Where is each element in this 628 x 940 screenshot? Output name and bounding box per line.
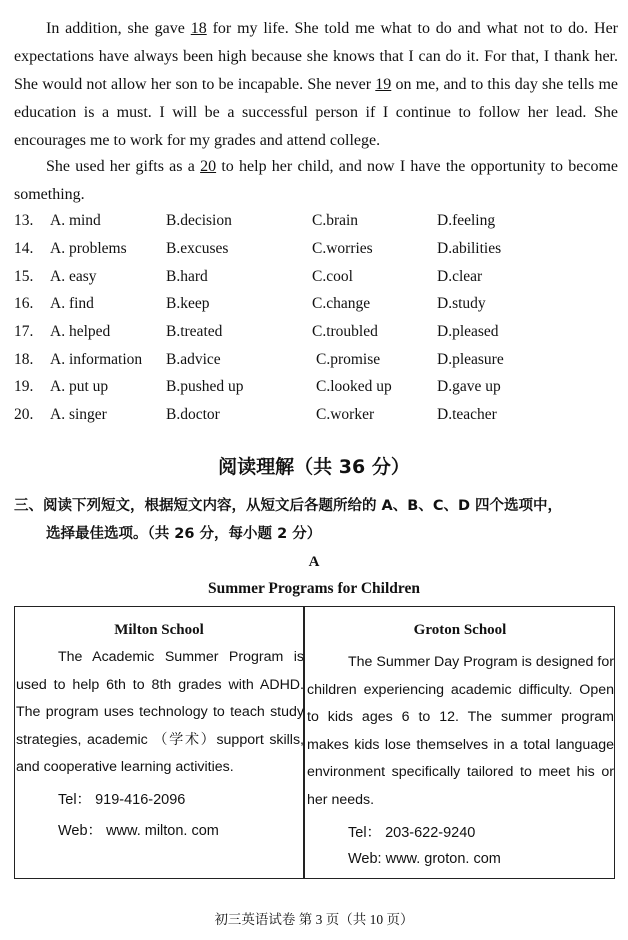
option-a: A. singer (50, 406, 107, 423)
milton-web: Web： www. milton. com (58, 823, 219, 839)
option-c: C.worries (312, 240, 373, 257)
option-d: D.pleasure (437, 351, 504, 368)
blank-18: 18 (190, 20, 207, 37)
option-d: D.teacher (437, 406, 497, 423)
option-b: B.advice (166, 351, 221, 368)
page-footer: 初三英语试卷 第 3 页（共 10 页） (214, 912, 414, 927)
milton-school-name: Milton School (114, 622, 204, 638)
option-b: B.excuses (166, 240, 229, 257)
option-b: B.keep (166, 295, 210, 312)
option-a: A. problems (50, 240, 127, 257)
article-title: Summer Programs for Children (208, 580, 420, 597)
option-c: C.troubled (312, 323, 378, 340)
option-d: D.pleased (437, 323, 499, 340)
option-b: B.decision (166, 212, 232, 229)
section-instruction-line-1: 三、阅读下列短文，根据短文内容，从短文后各题所给的 A、B、C、D 四个选项中， (14, 498, 563, 514)
passage-paragraph-1 (14, 15, 618, 155)
option-d: D.abilities (437, 240, 502, 257)
passage-text: on me, and to this day she tells me education is a must. I will be a successful person if I continue to follow her lead. She encourages me to work for my grades and attend college. (14, 76, 618, 149)
section-instruction-line-2: 选择最佳选项。（共 26 分，每小题 2 分） (46, 526, 322, 542)
option-b: B.pushed up (166, 378, 244, 395)
option-a: A. find (50, 295, 94, 312)
question-number: 13. (14, 212, 34, 229)
option-c: C.worker (316, 406, 375, 423)
option-d: D.clear (437, 268, 483, 285)
option-a: A. helped (50, 323, 111, 340)
question-number: 15. (14, 268, 34, 285)
blank-20: 20 (200, 158, 217, 175)
option-a: A. easy (50, 268, 97, 285)
section-title: 阅读理解（共 36 分） (218, 456, 410, 478)
passage-paragraph-2 (14, 153, 618, 209)
option-c: C.change (312, 295, 371, 312)
milton-description: The Academic Summer Program is used to help 6th to 8th grades with ADHD. The program uses technology to teach study strategies, academic （学术）support skills, and cooperative learning activities. (16, 649, 304, 775)
option-c: C.looked up (316, 378, 392, 395)
passage-text: She used her gifts as a (46, 158, 201, 175)
question-number: 17. (14, 323, 34, 340)
option-b: B.hard (166, 268, 208, 285)
option-b: B.treated (166, 323, 223, 340)
option-c: C.cool (312, 268, 353, 285)
groton-school-name: Groton School (413, 622, 507, 638)
option-d: D.feeling (437, 212, 496, 229)
blank-19: 19 (375, 76, 392, 93)
passage-text: to help her child, and now I have the opportunity to become something. (14, 158, 618, 203)
groton-web: Web: www. groton. com (348, 851, 501, 867)
question-number: 20. (14, 406, 34, 423)
passage-text: for my life. She told me what to do and what not to do. Her expectations have always been high because she knows that I can do it. For that, I thank her. She would not allow her son to be incapable. She never (14, 20, 619, 93)
question-number: 16. (14, 295, 34, 312)
article-letter: A (308, 554, 320, 570)
option-a: A. put up (50, 378, 109, 395)
option-d: D.study (437, 295, 486, 312)
groton-tel: Tel： 203-622-9240 (348, 825, 476, 841)
option-a: A. mind (50, 212, 101, 229)
option-c: C.promise (316, 351, 381, 368)
groton-description: The Summer Day Program is designed for children experiencing academic difficulty. Open to kids ages 6 to 12. The summer program makes kids lose themselves in a total language environment specifically tailored to meet his or her needs. (307, 654, 614, 808)
option-a: A. information (50, 351, 143, 368)
passage-text: In addition, she gave (46, 20, 191, 37)
question-number: 19. (14, 378, 34, 395)
option-b: B.doctor (166, 406, 220, 423)
question-number: 14. (14, 240, 34, 257)
question-number: 18. (14, 351, 34, 368)
milton-tel: Tel： 919-416-2096 (58, 792, 186, 808)
option-c: C.brain (312, 212, 359, 229)
option-d: D.gave up (437, 378, 501, 395)
